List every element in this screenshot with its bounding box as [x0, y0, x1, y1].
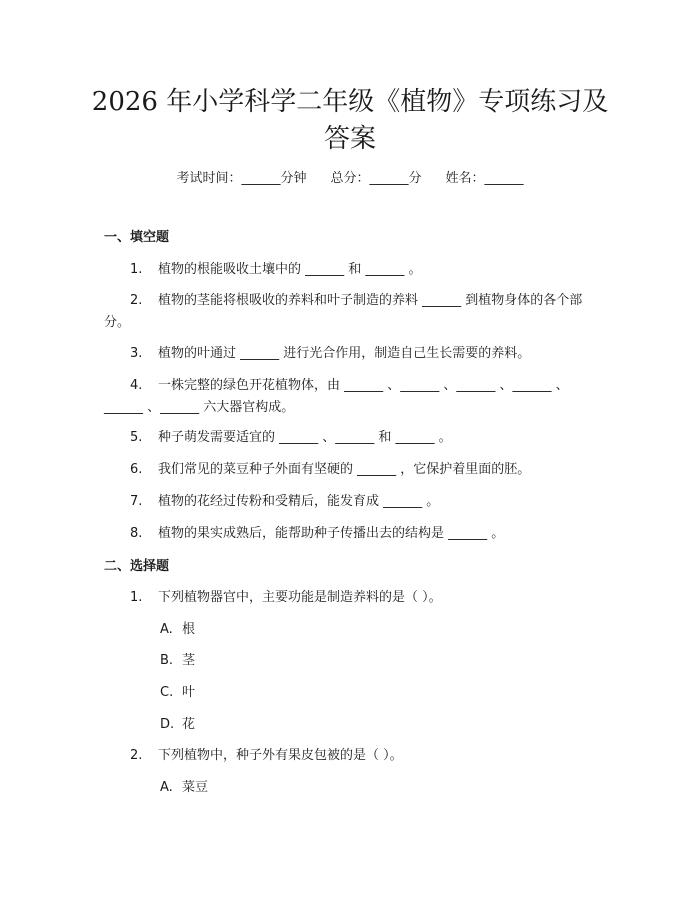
question-text: 下列植物中，种子外有果皮包被的是（ ）。 — [158, 748, 403, 763]
option-letter: A. — [160, 780, 173, 795]
question-number: 8. — [130, 526, 143, 541]
question-number: 5. — [130, 430, 143, 445]
question-text: 种子萌发需要适宜的 ______ 、______ 和 ______ 。 — [158, 430, 452, 445]
question-number: 1. — [130, 590, 143, 605]
section-heading-multiple-choice: 二、选择题 — [104, 559, 170, 574]
exam-score: 总分：______分 — [330, 171, 422, 186]
question-number: 1. — [130, 262, 143, 277]
question-number: 2. — [130, 748, 143, 763]
answer-option — [160, 716, 195, 734]
question-item — [104, 427, 594, 449]
question-item — [104, 745, 594, 767]
question-item — [104, 259, 594, 281]
exam-info — [0, 170, 700, 188]
question-text: 植物的叶通过 ______ 进行光合作用，制造自己生长需要的养料。 — [158, 346, 531, 361]
question-text: 一株完整的绿色开花植物体，由 ______ 、______ 、______ 、______ 、______ 、______ 六大器官构成。 — [104, 378, 569, 415]
exam-time: 考试时间：______分钟 — [176, 171, 307, 186]
exam-name: 姓名：______ — [445, 171, 524, 186]
answer-option — [160, 684, 195, 702]
page-title-line2: 答案 — [323, 124, 376, 154]
section-heading-fill-blank: 一、填空题 — [104, 230, 170, 245]
answer-option — [160, 779, 208, 797]
option-text: 花 — [182, 717, 196, 732]
question-item — [104, 290, 594, 334]
option-text: 叶 — [182, 685, 196, 700]
answer-option — [160, 621, 195, 639]
option-text: 根 — [182, 622, 196, 637]
question-text: 下列植物器官中，主要功能是制造养料的是（ ）。 — [158, 590, 442, 605]
page-title-line1: 2026 年小学科学二年级《植物》专项练习及 — [91, 87, 609, 117]
question-item — [104, 459, 594, 481]
question-item — [104, 491, 594, 513]
question-number: 7. — [130, 494, 143, 509]
question-text: 我们常见的菜豆种子外面有坚硬的 ______ ，它保护着里面的胚。 — [158, 462, 531, 477]
question-text: 植物的根能吸收土壤中的 ______ 和 ______ 。 — [158, 262, 422, 277]
option-text: 茎 — [182, 653, 196, 668]
option-letter: B. — [160, 653, 174, 668]
option-letter: A. — [160, 622, 173, 637]
option-letter: D. — [160, 717, 175, 732]
question-item — [104, 587, 594, 609]
option-letter: C. — [160, 685, 174, 700]
question-number: 3. — [130, 346, 143, 361]
question-text: 植物的花经过传粉和受精后，能发育成 ______ 。 — [158, 494, 440, 509]
question-item — [104, 343, 594, 365]
question-item — [104, 523, 594, 545]
question-number: 6. — [130, 462, 143, 477]
question-text: 植物的茎能将根吸收的养料和叶子制造的养料 ______ 到植物身体的各个部分。 — [104, 293, 583, 330]
question-text: 植物的果实成熟后，能帮助种子传播出去的结构是 ______ 。 — [158, 526, 505, 541]
question-number: 2. — [130, 293, 143, 308]
answer-option — [160, 652, 195, 670]
question-number: 4. — [130, 378, 143, 393]
option-text: 菜豆 — [182, 780, 209, 795]
question-item — [104, 375, 594, 419]
